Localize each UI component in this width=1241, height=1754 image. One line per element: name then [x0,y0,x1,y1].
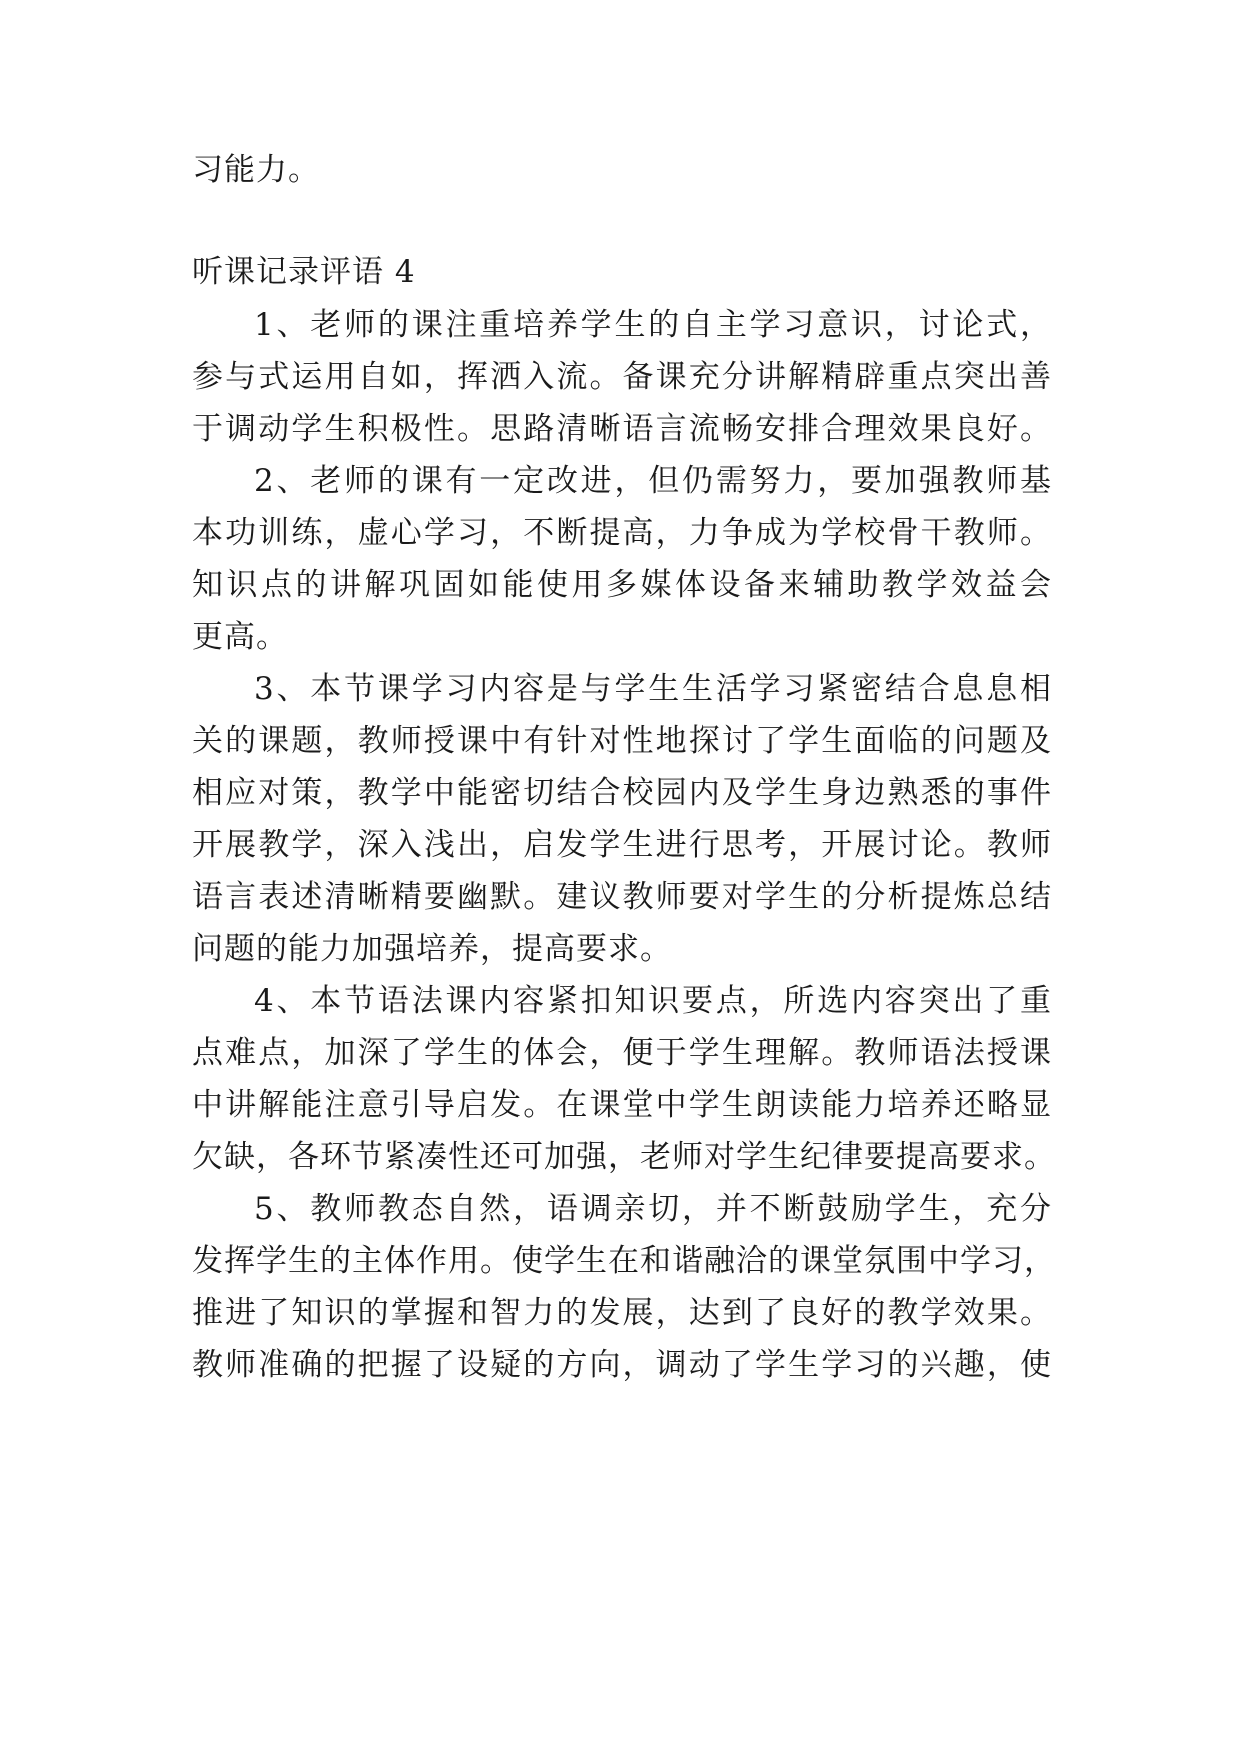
paragraph-4-line: 中讲解能注意引导启发。在课堂中学生朗读能力培养还略显 [192,1087,1052,1123]
paragraph-1-line: 于调动学生积极性。思路清晰语言流畅安排合理效果良好。 [192,411,1052,447]
paragraph-2-line: 2、老师的课有一定改进，但仍需努力，要加强教师基 [254,463,1052,499]
paragraph-3-line: 开展教学，深入浅出，启发学生进行思考，开展讨论。教师 [192,827,1052,863]
paragraph-5-line: 发挥学生的主体作用。使学生在和谐融洽的课堂氛围中学习， [192,1243,1056,1279]
paragraph-5-line: 教师准确的把握了设疑的方向，调动了学生学习的兴趣，使 [192,1347,1052,1383]
paragraph-4-line: 点难点，加深了学生的体会，便于学生理解。教师语法授课 [192,1035,1052,1071]
paragraph-3-line: 问题的能力加强培养，提高要求。 [192,931,672,967]
paragraph-3-line: 相应对策，教学中能密切结合校园内及学生身边熟悉的事件 [192,775,1052,811]
paragraph-2-line: 本功训练，虚心学习，不断提高，力争成为学校骨干教师。 [192,515,1052,551]
paragraph-4-line: 4、本节语法课内容紧扣知识要点，所选内容突出了重 [254,983,1052,1019]
text-line: 习能力。 [192,152,320,188]
paragraph-1-line: 参与式运用自如，挥洒入流。备课充分讲解精辟重点突出善 [192,359,1052,395]
paragraph-3-line: 关的课题，教师授课中有针对性地探讨了学生面临的问题及 [192,723,1052,759]
paragraph-5-line: 5、教师教态自然，语调亲切，并不断鼓励学生，充分 [254,1191,1052,1227]
paragraph-3-line: 语言表述清晰精要幽默。建议教师要对学生的分析提炼总结 [192,879,1052,915]
paragraph-2-line: 知识点的讲解巩固如能使用多媒体设备来辅助教学效益会 [192,567,1052,603]
paragraph-3-line: 3、本节课学习内容是与学生生活学习紧密结合息息相 [254,671,1052,707]
paragraph-1-line: 1、老师的课注重培养学生的自主学习意识，讨论式， [254,307,1052,343]
paragraph-4-line: 欠缺，各环节紧凑性还可加强，老师对学生纪律要提高要求。 [192,1139,1056,1175]
paragraph-5-line: 推进了知识的掌握和智力的发展，达到了良好的教学效果。 [192,1295,1052,1331]
paragraph-2-line: 更高。 [192,619,288,655]
section-heading: 听课记录评语 4 [192,254,416,290]
